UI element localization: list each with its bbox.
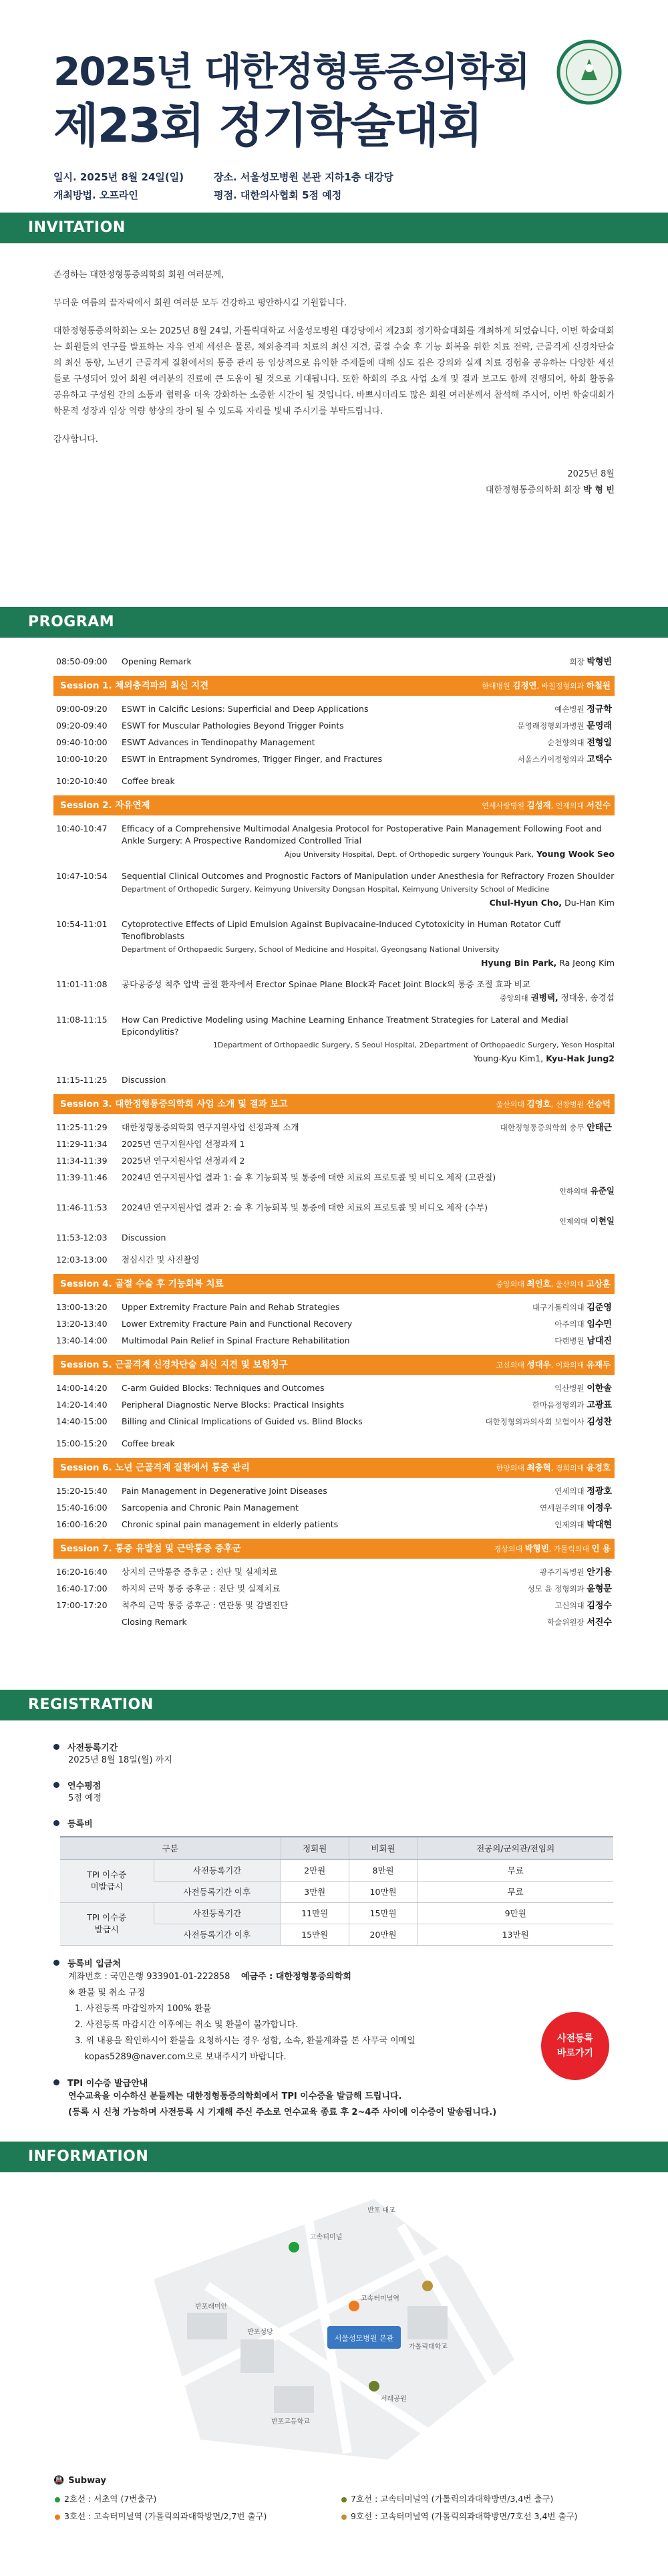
program-row: 10:54-11:01 Cytoprotective Effects of Lipid Emulsion Against Bupivacaine-Induced Cytotoxicity in Human Rotator Cuff Tenofibroblasts Department of Orthopaedic Surgery, School of Medicine and Hospital, Gyeongsang National University Hyung Bin Park, Ra Jeong Kim xyxy=(56,919,615,968)
program-row: 11:25-11:29 대한정형통증의학회 연구지원사업 선정과제 소개 대한정형통증의학회 총무 안태근 xyxy=(56,1122,612,1133)
session-header: Session 4. 골절 수술 후 기능회복 치료 중앙의대 최인호, 울산의대 고상훈 xyxy=(53,1274,615,1294)
signature-name: 박 형 빈 xyxy=(583,485,615,495)
reg-period: 사전등록기간 2025년 8월 18일(월) 까지 xyxy=(53,1741,615,1768)
program-header: PROGRAM xyxy=(0,607,668,638)
subway-line-9: 9호선 : 고속터미널역 (가톨릭의과대학방면/7호선 3,4번 출구) xyxy=(341,2510,615,2522)
invitation-header: INVITATION xyxy=(0,213,668,243)
bullet-icon xyxy=(53,2079,59,2085)
map-univ-label: 가톨릭대학교 xyxy=(409,2343,448,2351)
map-station-label: 고속터미널역 xyxy=(361,2295,399,2303)
event-date: 일시. 2025년 8월 24일(일) xyxy=(53,171,184,184)
registration-body xyxy=(0,1720,668,2142)
title-line-1: 2025년 대한정형통증의학회 xyxy=(53,49,529,94)
subway-line-2: 2호선 : 서초역 (7번출구) xyxy=(55,2492,328,2504)
program-row: 11:15-11:25 Discussion xyxy=(56,1075,166,1085)
session-header: Session 6. 노년 근골격계 질환에서 통증 관리 한양의대 최충혁, 경희의대 윤경호 xyxy=(53,1458,615,1478)
session-header: Session 2. 자유연제 연세사랑병원 김성재, 인제의대 서진수 xyxy=(53,795,615,815)
program-row: 11:08-11:15 How Can Predictive Modeling using Machine Learning Enhance Treatment Strategies for Lateral and Medial Epicondylitis? 1Department of Orthopaedic Surgery, S Seoul Hospital, 2Department of Orthopaedic Surgery, Yeson Hospital Young-Kyu Kim1, Kyu-Hak Jung2 xyxy=(56,1015,615,1063)
program-row: 14:20-14:40 Peripheral Diagnostic Nerve Blocks: Practical Insights 한마음정형외과 고광표 xyxy=(56,1400,612,1410)
session-header: Session 1. 체외충격파의 최신 지견 한대병원 김정연, 바칠정형외과 하철원 xyxy=(53,676,615,696)
program-row: 13:20-13:40 Lower Extremity Fracture Pain and Functional Recovery 아주의대 임수민 xyxy=(56,1319,612,1329)
row-time: 08:50-09:00 xyxy=(56,656,108,666)
program-row: 10:47-10:54 Sequential Clinical Outcomes and Prognostic Factors of Manipulation under Anesthesia for Refractory Frozen Shoulder Department of Orthopedic Surgery, Keimyung University Dongsan Hospital, Keimyung University School of Medicine Chul-Hyun Cho, Du-Han Kim xyxy=(56,871,615,908)
invitation-main-text: 대한정형통증의학회는 오는 2025년 8월 24일, 가톨릭대학교 서울성모병원 대강당에서 제23회 정기학술대회를 개최하게 되었습니다. 이번 학술대회는 회원들의 연구를 발표하는 자유 연제 세션은 물론, 체외충격파 치료의 최신 지견, 골절 수술 후 기능 회복을 위한 치료 전략, 근골격계 신경차단술의 최신 동향, 노년기 근골격계 질환에서의 통증 관리 등 임상적으로 유익한 주제들에 대해 심도 깊은 강의와 실제 치료 경험을 공유하는 다양한 세션들로 구성되어 있어 회원 여러분의 진료에 큰 도움이 될 것으로 기대됩니다. 또한 학회의 주요 사업 소개 및 결과 보고도 함께 진행되어, 학회 활동을 공유하고 구성원 간의 소통과 협력을 더욱 강화하는 소중한 시간이 될 것입니다. 바쁘시더라도 많은 회원 여러분께서 참석해 주시어, 이번 학술대회가 학문적 성장과 임상 역량 향상의 장이 될 수 있도록 자리를 빛내 주시기를 부탁드립니다. xyxy=(53,326,615,416)
program-row: 11:01-11:08 공다공증성 척추 압박 골절 환자에서 Erector Spinae Plane Block과 Facet Joint Block의 통증 조절 효과 비교 중앙의대 권병택, 정대웅, 송경섭 xyxy=(56,979,615,1003)
row-title: Opening Remark xyxy=(122,656,192,666)
program-row: 16:20-16:40 상지의 근막통증 증후군 : 진단 및 실제치료 광주기독병원 안기용 xyxy=(56,1567,612,1577)
table-row: 사전등록기간 이후 3만원 10만원 무료 xyxy=(60,1881,613,1902)
session-header: Session 7. 통증 유발점 및 근막통증 증후군 경상의대 박형빈, 가톨릭의대 인 용 xyxy=(53,1539,615,1559)
subway-line-7: 7호선 : 고속터미널역 (가톨릭의과대학방면/3,4번 출구) xyxy=(341,2492,615,2504)
program-row: 11:34-11:39 2025년 연구지원사업 선정과제 2 xyxy=(56,1156,245,1166)
bullet-icon xyxy=(53,1820,59,1826)
program-row: Closing Remark 학술위원장 서진수 xyxy=(122,1617,612,1628)
invitation-greeting: 존경하는 대한정형통증의학회 회원 여러분께, xyxy=(53,270,224,280)
program-row: 15:00-15:20 Coffee break xyxy=(56,1438,175,1448)
reg-payment: 등록비 입금처 계좌번호 : 국민은행 933901-01-222858 예금주 : 대한정형통증의학회 ※ 환불 및 취소 규정 1. 사전등록 마감일까지 100% 환불 2. 사전등록 마감시간 이후에는 취소 및 환불이 불가합니다. 3. 위 내용을 확인하시어 환불을 요청하시는 경우 성함, 소속, 환불계좌를 본 사무국 이메일 kopas5289@naver.com으로 보내주시기 바랍니다. xyxy=(53,1956,615,2065)
program-row: 10:00-10:20 ESWT in Entrapment Syndromes, Trigger Finger, and Fractures 서울스카이정형외과 고택수 xyxy=(56,754,612,765)
event-venue: 장소. 서울성모병원 본관 지하1층 대강당 xyxy=(214,171,393,184)
signature-title: 대한정형통증의학회 회장 xyxy=(485,485,581,495)
map-school-label: 반포고등학교 xyxy=(271,2418,310,2426)
invitation-thanks: 감사합니다. xyxy=(53,434,98,444)
event-info xyxy=(53,170,615,202)
map-church-label: 반포성당 xyxy=(247,2329,273,2336)
program-row: 09:40-10:00 ESWT Advances in Tendinopathy Management 순천향의대 전형일 xyxy=(56,737,612,748)
header xyxy=(0,0,668,213)
session-header: Session 5. 근골격계 신경차단술 최신 지견 및 보험청구 고신의대 성대우, 이화의대 유재두 xyxy=(53,1355,615,1375)
map-highway-label: 반포 대교 xyxy=(367,2207,395,2214)
fee-table xyxy=(60,1836,613,1946)
program-row: 16:40-17:00 하지의 근막 통증 증후군 : 진단 및 실제치료 성모 윤 정형외과 윤형문 xyxy=(56,1583,612,1594)
program-row: 11:46-11:53 2024년 연구지원사업 결과 2: 슬 후 기능회복 및 통증에 대한 치료의 프로토콜 및 비디오 제작 (수부) 인제의대 이현일 xyxy=(56,1202,615,1226)
map-express-label: 고속터미널 xyxy=(310,2234,343,2241)
location-map xyxy=(147,2186,521,2466)
bullet-icon xyxy=(53,1960,59,1966)
fee-col-header: 비회원 xyxy=(349,1837,417,1859)
title-line-2: 제23회 정기학술대회 xyxy=(53,98,482,153)
table-row: 사전등록기간 이후 15만원 20만원 13만원 xyxy=(60,1924,613,1945)
program-row: 09:20-09:40 ESWT for Muscular Pathologies Beyond Trigger Points 문영래정형외과병원 문영래 xyxy=(56,721,612,731)
program-row: 09:00-09:20 ESWT in Calcific Lesions: Superficial and Deep Applications 예손병원 정규학 xyxy=(56,704,612,715)
map-hospital-label: 서울성모병원 본관 xyxy=(334,2334,394,2343)
reg-fee: 등록비 구분 정회원 비회원 전공의/군의관/전임의 TPI 이수증 미발급시 사전등록기간 2만원 8만원 무료 사전등록기간 이후 3만원 10만원 무료 TPI 이수증 발급시 사전등록기간 11만원 15만원 9만원 사전등록기간 이후 15만원 20만원 13만원 xyxy=(53,1817,615,1946)
table-row: TPI 이수증 미발급시 사전등록기간 2만원 8만원 무료 xyxy=(60,1859,613,1881)
program-row: 14:00-14:20 C-arm Guided Blocks: Techniques and Outcomes 익산병원 이한솔 xyxy=(56,1383,612,1394)
program-row: 17:00-17:20 척추의 근막 통증 증후군 : 연관통 및 감별진단 고신의대 김정수 xyxy=(56,1600,612,1611)
program-row: 11:29-11:34 2025년 연구지원사업 선정과제 1 xyxy=(56,1139,245,1149)
bullet-icon xyxy=(53,1782,59,1788)
invitation-signature xyxy=(53,467,615,499)
event-credit: 평점. 대한의사협회 5점 예정 xyxy=(214,189,342,202)
invitation-body xyxy=(0,243,668,607)
program-row: 10:20-10:40 Coffee break xyxy=(56,776,175,786)
session-header: Session 3. 대한정형통증의학회 사업 소개 및 결과 보고 울산의대 김영호, 선창병원 선승덕 xyxy=(53,1094,615,1114)
program-row: 15:40-16:00 Sarcopenia and Chronic Pain Management 연세원주의대 이정우 xyxy=(56,1503,612,1513)
fee-col-header: 구분 xyxy=(60,1837,281,1859)
program-schedule xyxy=(0,638,668,1690)
bullet-icon xyxy=(53,1744,59,1750)
registration-header: REGISTRATION xyxy=(0,1690,668,1720)
reg-tpi: TPI 이수증 발급안내 연수교육을 이수하신 분들께는 대한정형통증의학회에서 TPI 이수증을 발급해 드립니다. (등록 시 신청 가능하며 사전등록 시 기재해 주신 주소로 연수교육 종료 후 2~4주 사이에 이수증이 발송됩니다.) xyxy=(53,2076,615,2121)
invitation-wishes: 무더운 여름의 끝자락에서 회원 여러분 모두 건강하고 평안하시길 기원합니다. xyxy=(53,298,347,308)
pre-registration-button[interactable]: 사전등록 바로가기 xyxy=(541,2012,609,2080)
program-row: 14:40-15:00 Billing and Clinical Implications of Guided vs. Blind Blocks 대한정형외과의사회 보험이사 김성찬 xyxy=(56,1416,612,1427)
fee-col-header: 전공의/군의관/전임의 xyxy=(418,1837,613,1859)
subway-lines xyxy=(55,2492,615,2522)
program-row: 10:40-10:47 Efficacy of a Comprehensive Multimodal Analgesia Protocol for Postoperative Pain Management Following Foot and Ankle Surgery: A Prospective Randomized Controlled Trial Ajou University Hospital, Dept. of Orthopedic surgery Younguk Park, Young Wook Seo xyxy=(56,823,615,859)
row-speaker: 회장 박형빈 xyxy=(569,657,612,667)
program-row: 12:03-13:00 점심시간 및 사진촬영 xyxy=(56,1255,200,1265)
program-row: 11:39-11:46 2024년 연구지원사업 결과 1: 슬 후 기능회복 및 통증에 대한 치료의 프로토콜 및 비디오 제작 (고관절) 인하의대 유준일 xyxy=(56,1172,615,1196)
program-row: 15:20-15:40 Pain Management in Degenerative Joint Diseases 연세의대 정광호 xyxy=(56,1486,612,1497)
subway-icon: 🚇 xyxy=(53,2476,65,2486)
event-method: 개최방법. 오프라인 xyxy=(53,189,138,202)
information-body xyxy=(0,2172,668,2576)
society-logo-icon xyxy=(556,39,623,106)
program-row: 16:00-16:20 Chronic spinal pain management in elderly patients 인제의대 박대현 xyxy=(56,1519,612,1530)
program-row xyxy=(53,654,615,670)
program-row: 11:53-12:03 Discussion xyxy=(56,1233,166,1243)
program-row: 13:40-14:00 Multimodal Pain Relief in Spinal Fracture Rehabilitation 다랜병원 남대진 xyxy=(56,1335,612,1346)
map-park-label: 서래공원 xyxy=(381,2396,407,2403)
table-row: TPI 이수증 발급시 사전등록기간 11만원 15만원 9만원 xyxy=(60,1902,613,1924)
program-row: 13:00-13:20 Upper Extremity Fracture Pain and Rehab Strategies 대구가톨릭의대 김준영 xyxy=(56,1302,612,1313)
subway-header: 🚇 Subway xyxy=(53,2476,106,2486)
reg-credit: 연수평점 5점 예정 xyxy=(53,1779,615,1806)
map-apt-label: 반포래미안 xyxy=(195,2303,228,2311)
fee-col-header: 정회원 xyxy=(281,1837,349,1859)
subway-line-3: 3호선 : 고속터미널역 (가톨릭의과대학방면/2,7번 출구) xyxy=(55,2510,328,2522)
signature-date: 2025년 8월 xyxy=(567,469,615,479)
information-header: INFORMATION xyxy=(0,2142,668,2172)
